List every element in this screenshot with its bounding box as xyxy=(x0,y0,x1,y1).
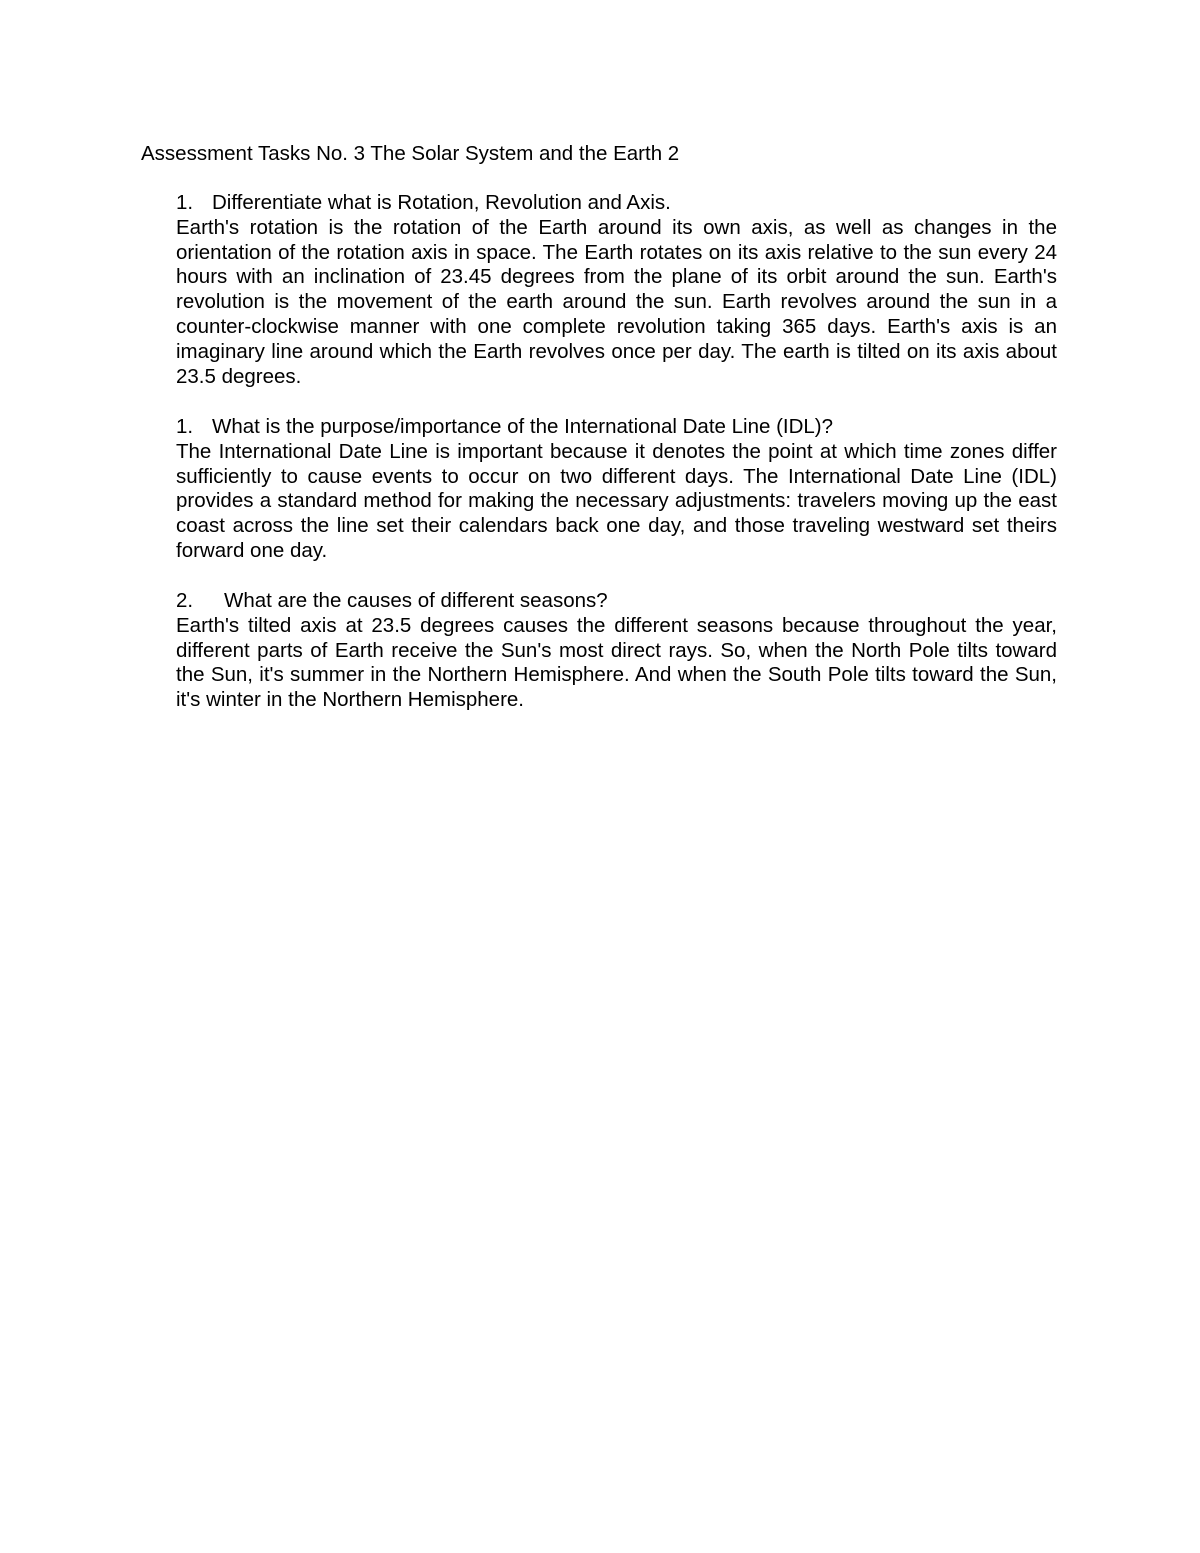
question-text: Differentiate what is Rotation, Revolution and Axis. xyxy=(212,191,671,214)
question-number: 2. xyxy=(176,589,194,612)
section-rotation-revolution-axis xyxy=(176,191,1057,389)
question-item xyxy=(176,589,1057,614)
question-item xyxy=(176,191,1057,216)
question-item xyxy=(176,415,1057,440)
section-causes-of-seasons xyxy=(176,589,1057,713)
question-text: What are the causes of different seasons? xyxy=(224,589,608,612)
answer-text: Earth's tilted axis at 23.5 degrees causes the different seasons because throughout the year, different parts of Earth receive the Sun's most direct rays. So, when the North Pole tilts toward the Sun, it's summer in the Northern Hemisphere. And when the South Pole tilts toward the Sun, it's winter in the Northern Hemisphere. xyxy=(176,613,1057,712)
answer-text: Earth's rotation is the rotation of the Earth around its own axis, as well as changes in the orientation of the rotation axis in space. The Earth rotates on its axis relative to the sun every 24 hours with an inclination of 23.45 degrees from the plane of its orbit around the sun. Earth's revolution is the movement of the earth around the sun. Earth revolves around the sun in a counter-clockwise manner with one complete revolution taking 365 days. Earth's axis is an imaginary line around which the Earth revolves once per day. The earth is tilted on its axis about 23.5 degrees. xyxy=(176,215,1057,388)
question-number: 1. xyxy=(176,415,194,438)
question-text: What is the purpose/importance of the International Date Line (IDL)? xyxy=(212,415,834,438)
document-title: Assessment Tasks No. 3 The Solar System and the Earth 2 xyxy=(141,142,680,165)
section-international-date-line xyxy=(176,415,1057,564)
answer-text: The International Date Line is important because it denotes the point at which time zones differ sufficiently to cause events to occur on two different days. The International Date Line (IDL) provides a standard method for making the necessary adjustments: travelers moving up the east coast across the line set their calendars back one day, and those traveling westward set theirs forward one day. xyxy=(176,439,1057,562)
question-number: 1. xyxy=(176,191,194,214)
